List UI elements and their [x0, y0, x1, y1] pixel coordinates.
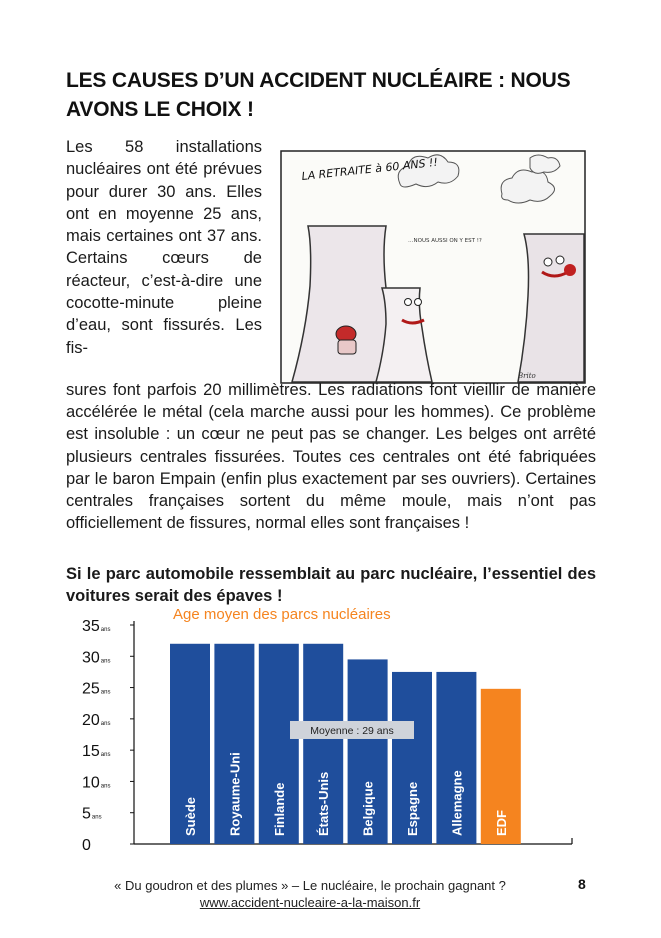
chart-title: Age moyen des parcs nucléaires: [173, 606, 391, 623]
bar-label: Suède: [183, 796, 198, 836]
bar-chart: [76, 606, 576, 862]
bar-label: Belgique: [360, 781, 376, 836]
paragraph-bold: Si le parc automobile ressemblait au parc nucléaire, l’essentiel des voitures serait des épaves !: [66, 565, 596, 606]
cartoon-caption: LA RETRAITE à 60 ANS !!: [300, 155, 439, 183]
paragraph-column: Les 58 installations nucléaires ont été prévues pour durer 30 ans. Elles ont en moyenne 25 ans, mais certaines ont 37 ans. Certains cœurs de réacteur, c’est-à-dire une cocotte-minute pleine d’eau, sont fissurés. Les fis-: [66, 138, 262, 357]
y-axis-ticks: [82, 618, 134, 854]
annotation-label: Moyenne : 29 ans: [310, 724, 394, 737]
average-annotation: [290, 721, 414, 739]
bar-label: EDF: [493, 810, 509, 836]
page-number: 8: [578, 876, 586, 892]
paragraph-full: sures font parfois 20 millimètres. Les radiations font vieillir de manière accélérée le métal (cela marche aussi pour les hommes). Ce problème est insoluble : un cœur ne peut pas se changer. Les belges ont arrêté plusieurs centrales fissurées. Toutes ces centrales ont été fabriquées par le baron Empain (enfin plus exactement par ses ouvriers). Certaines centrales françaises sortent du même moule, mais n’ont pas officiellement de fissures, normal elles sont françaises !: [66, 381, 596, 533]
bar-label: Royaume-Uni: [227, 752, 243, 836]
y-tick-label: 30ans: [82, 649, 111, 667]
y-tick-label: 20ans: [82, 711, 111, 729]
footer-citation: « Du goudron et des plumes » – Le nucléaire, le prochain gagnant ?: [114, 878, 506, 893]
y-tick-label: 35ans: [82, 618, 111, 635]
cartoon-small-text: …NOUS AUSSI ON Y EST !?: [408, 238, 482, 244]
y-tick-label: 0: [82, 837, 91, 854]
bar-label: Espagne: [405, 781, 420, 836]
y-tick-label: 10ans: [82, 774, 111, 792]
footer-url[interactable]: www.accident-nucleaire-a-la-maison.fr: [199, 895, 421, 910]
y-tick-label: 15ans: [82, 743, 111, 761]
y-tick-label: 5ans: [82, 805, 102, 823]
bar-label: États-Unis: [316, 771, 332, 836]
y-tick-label: 25ans: [82, 680, 111, 698]
page-title: LES CAUSES D’UN ACCIDENT NUCLÉAIRE : NOUS AVONS LE CHOIX !: [66, 69, 571, 121]
bar-label: Allemagne: [449, 770, 465, 836]
bars: [170, 644, 521, 844]
cartoon-signature: Brito: [518, 372, 536, 380]
cartoon-illustration: [280, 150, 586, 384]
bar-label: Finlande: [271, 782, 287, 836]
